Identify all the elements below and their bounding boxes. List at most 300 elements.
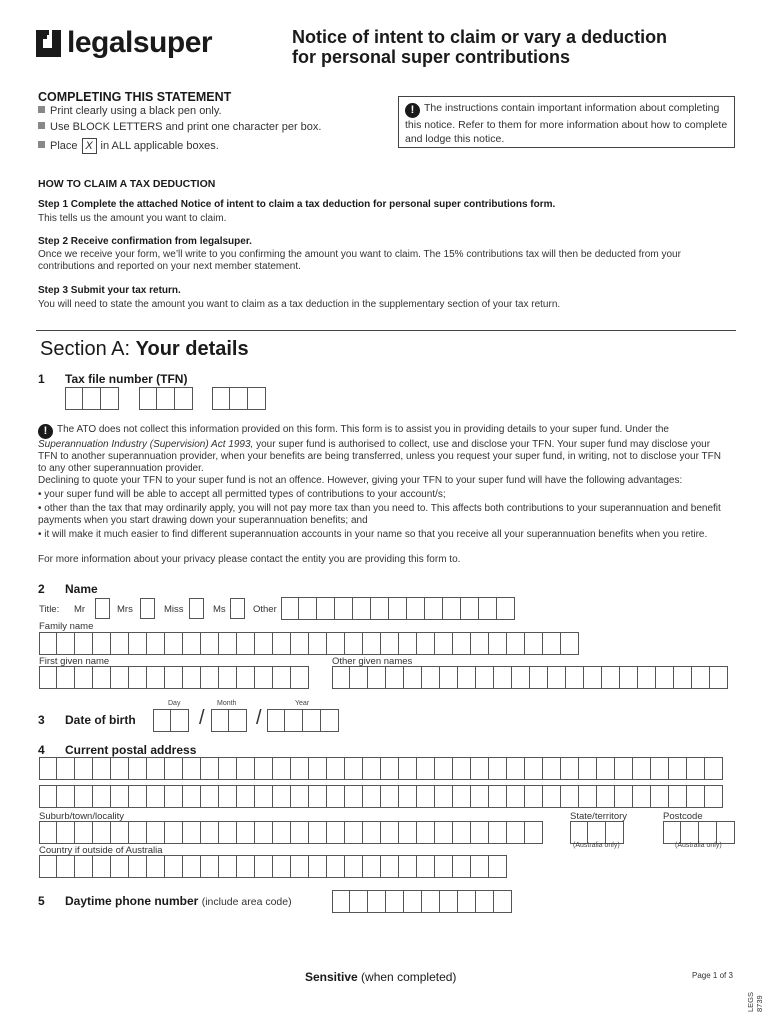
character-box[interactable]: [183, 757, 201, 780]
character-box[interactable]: [165, 855, 183, 878]
character-box[interactable]: [453, 757, 471, 780]
character-box[interactable]: [597, 757, 615, 780]
character-box[interactable]: [291, 785, 309, 808]
character-box[interactable]: [471, 632, 489, 655]
title-line-1: Notice of intent to claim or vary a deduction: [292, 27, 668, 47]
character-box[interactable]: [303, 709, 321, 732]
character-box[interactable]: [237, 821, 255, 844]
character-box[interactable]: [309, 785, 327, 808]
phone-input[interactable]: [332, 890, 512, 913]
character-box[interactable]: [201, 666, 219, 689]
character-box[interactable]: [201, 785, 219, 808]
character-box[interactable]: [699, 821, 717, 844]
bullet-square-icon: [38, 141, 45, 148]
character-box[interactable]: [111, 666, 129, 689]
character-box[interactable]: [548, 666, 566, 689]
title-mr-checkbox[interactable]: [95, 598, 110, 619]
character-box[interactable]: [147, 821, 165, 844]
state-input[interactable]: [570, 821, 624, 844]
character-box[interactable]: [453, 785, 471, 808]
character-box[interactable]: [579, 757, 597, 780]
character-box[interactable]: [111, 821, 129, 844]
character-box[interactable]: [345, 757, 363, 780]
character-box[interactable]: [417, 757, 435, 780]
character-box[interactable]: [39, 855, 57, 878]
character-box[interactable]: [111, 785, 129, 808]
form-code: LEGS 8739: [746, 991, 764, 1012]
character-box[interactable]: [75, 632, 93, 655]
character-box[interactable]: [717, 821, 735, 844]
character-box[interactable]: [386, 666, 404, 689]
character-box[interactable]: [237, 785, 255, 808]
character-box[interactable]: [111, 757, 129, 780]
character-box[interactable]: [404, 890, 422, 913]
character-box[interactable]: [476, 890, 494, 913]
character-box[interactable]: [399, 757, 417, 780]
character-box[interactable]: [291, 666, 309, 689]
tfn-group-2: [139, 387, 193, 410]
character-box[interactable]: [417, 785, 435, 808]
character-box[interactable]: [75, 821, 93, 844]
character-box[interactable]: [638, 666, 656, 689]
tfn-digit-box[interactable]: [83, 387, 101, 410]
tfn-digit-box[interactable]: [248, 387, 266, 410]
first-given-name-input[interactable]: [39, 666, 309, 689]
character-box[interactable]: [332, 890, 350, 913]
character-box[interactable]: [363, 785, 381, 808]
character-box[interactable]: [345, 855, 363, 878]
character-box[interactable]: [381, 757, 399, 780]
character-box[interactable]: [453, 855, 471, 878]
character-box[interactable]: [651, 757, 669, 780]
character-box[interactable]: [507, 757, 525, 780]
character-box[interactable]: [399, 855, 417, 878]
title-mrs-label: Mrs: [117, 604, 133, 615]
address-line-1-input[interactable]: [39, 757, 723, 780]
character-box[interactable]: [363, 632, 381, 655]
character-box[interactable]: [543, 757, 561, 780]
suburb-input[interactable]: [39, 821, 543, 844]
character-box[interactable]: [507, 632, 525, 655]
character-box[interactable]: [147, 855, 165, 878]
character-box[interactable]: [201, 757, 219, 780]
character-box[interactable]: [417, 855, 435, 878]
character-box[interactable]: [273, 666, 291, 689]
character-box[interactable]: [111, 632, 129, 655]
character-box[interactable]: [687, 757, 705, 780]
character-box[interactable]: [381, 632, 399, 655]
character-box[interactable]: [471, 785, 489, 808]
character-box[interactable]: [39, 632, 57, 655]
character-box[interactable]: [183, 785, 201, 808]
character-box[interactable]: [507, 785, 525, 808]
character-box[interactable]: [494, 890, 512, 913]
character-box[interactable]: [489, 757, 507, 780]
character-box[interactable]: [111, 855, 129, 878]
character-box[interactable]: [389, 597, 407, 620]
character-box[interactable]: [386, 890, 404, 913]
character-box[interactable]: [327, 821, 345, 844]
character-box[interactable]: [399, 821, 417, 844]
character-box[interactable]: [309, 821, 327, 844]
character-box[interactable]: [291, 821, 309, 844]
character-box[interactable]: [147, 757, 165, 780]
character-box[interactable]: [381, 785, 399, 808]
phone-label: Daytime phone number: [65, 894, 199, 908]
character-box[interactable]: [165, 757, 183, 780]
other-given-names-input[interactable]: [332, 666, 728, 689]
character-box[interactable]: [291, 632, 309, 655]
character-box[interactable]: [656, 666, 674, 689]
tfn-digit-box[interactable]: [212, 387, 230, 410]
character-box[interactable]: [597, 785, 615, 808]
character-box[interactable]: [75, 757, 93, 780]
character-box[interactable]: [327, 757, 345, 780]
character-box[interactable]: [363, 821, 381, 844]
character-box[interactable]: [602, 666, 620, 689]
character-box[interactable]: [566, 666, 584, 689]
character-box[interactable]: [153, 709, 171, 732]
character-box[interactable]: [229, 709, 247, 732]
tfn-digit-box[interactable]: [101, 387, 119, 410]
character-box[interactable]: [93, 757, 111, 780]
character-box[interactable]: [579, 785, 597, 808]
character-box[interactable]: [633, 757, 651, 780]
dob-month-label: Month: [217, 700, 237, 707]
character-box[interactable]: [453, 632, 471, 655]
character-box[interactable]: [687, 785, 705, 808]
title-miss-label: Miss: [164, 604, 184, 615]
character-box[interactable]: [471, 821, 489, 844]
character-box[interactable]: [440, 666, 458, 689]
character-box[interactable]: [321, 709, 339, 732]
character-box[interactable]: [255, 666, 273, 689]
character-box[interactable]: [255, 821, 273, 844]
dob-year-input[interactable]: [267, 709, 339, 732]
page-number: Page 1 of 3: [692, 971, 733, 980]
tfn-digit-box[interactable]: [157, 387, 175, 410]
character-box[interactable]: [273, 632, 291, 655]
character-box[interactable]: [39, 821, 57, 844]
character-box[interactable]: [165, 785, 183, 808]
character-box[interactable]: [201, 632, 219, 655]
family-name-label: Family name: [39, 621, 94, 632]
character-box[interactable]: [615, 757, 633, 780]
character-box[interactable]: [57, 666, 75, 689]
character-box[interactable]: [93, 855, 111, 878]
character-box[interactable]: [171, 709, 189, 732]
character-box[interactable]: [422, 666, 440, 689]
title-other-label: Other: [253, 604, 277, 615]
phone-hint: (include area code): [201, 896, 292, 908]
character-box[interactable]: [489, 632, 507, 655]
title-mrs-checkbox[interactable]: [140, 598, 155, 619]
character-box[interactable]: [443, 597, 461, 620]
character-box[interactable]: [183, 855, 201, 878]
character-box[interactable]: [489, 785, 507, 808]
q4-number: 4: [38, 743, 45, 757]
tfn-label: Tax file number (TFN): [65, 372, 188, 386]
character-box[interactable]: [273, 757, 291, 780]
character-box[interactable]: [435, 855, 453, 878]
tfn-advantage: • other than the tax that may ordinarily apply, you will not pay more tax than you need to. This affects both contributions to your superannuation and benefit payments when you start drawing down your superannuation benefits; and: [38, 503, 721, 526]
dob-day-input[interactable]: [153, 709, 189, 732]
character-box[interactable]: [129, 855, 147, 878]
character-box[interactable]: [453, 821, 471, 844]
character-box[interactable]: [183, 632, 201, 655]
title-miss-checkbox[interactable]: [189, 598, 204, 619]
character-box[interactable]: [584, 666, 602, 689]
postal-address-label: Current postal address: [65, 743, 197, 757]
character-box[interactable]: [309, 757, 327, 780]
character-box[interactable]: [705, 757, 723, 780]
character-box[interactable]: [93, 785, 111, 808]
character-box[interactable]: [255, 785, 273, 808]
character-box[interactable]: [332, 666, 350, 689]
tfn-group-1: [65, 387, 119, 410]
character-box[interactable]: [57, 855, 75, 878]
character-box[interactable]: [219, 855, 237, 878]
character-box[interactable]: [129, 757, 147, 780]
tfn-digit-box[interactable]: [175, 387, 193, 410]
title-mr-label: Mr: [74, 604, 86, 615]
dob-month-input[interactable]: [211, 709, 247, 732]
character-box[interactable]: [345, 632, 363, 655]
character-box[interactable]: [363, 757, 381, 780]
character-box[interactable]: [93, 821, 111, 844]
character-box[interactable]: [237, 855, 255, 878]
address-line-2-input[interactable]: [39, 785, 723, 808]
title-label: Title:: [39, 604, 60, 615]
character-box[interactable]: [237, 666, 255, 689]
character-box[interactable]: [476, 666, 494, 689]
character-box[interactable]: [309, 855, 327, 878]
character-box[interactable]: [267, 709, 285, 732]
character-box[interactable]: [525, 821, 543, 844]
character-box[interactable]: [273, 785, 291, 808]
character-box[interactable]: [129, 666, 147, 689]
section-a-title: Section A: Your details: [40, 338, 249, 360]
character-box[interactable]: [93, 632, 111, 655]
character-box[interactable]: [606, 821, 624, 844]
section-divider: [36, 330, 736, 331]
q5-number: 5: [38, 894, 45, 908]
character-box[interactable]: [57, 632, 75, 655]
character-box[interactable]: [471, 855, 489, 878]
character-box[interactable]: [435, 821, 453, 844]
character-box[interactable]: [588, 821, 606, 844]
character-box[interactable]: [620, 666, 638, 689]
title-line-2: for personal super contributions: [292, 47, 571, 67]
character-box[interactable]: [692, 666, 710, 689]
character-box[interactable]: [561, 757, 579, 780]
character-box[interactable]: [651, 785, 669, 808]
form-title: [292, 27, 742, 67]
character-box[interactable]: [381, 821, 399, 844]
character-box[interactable]: [530, 666, 548, 689]
character-box[interactable]: [327, 855, 345, 878]
character-box[interactable]: [633, 785, 651, 808]
character-box[interactable]: [489, 821, 507, 844]
instruction-bullet: Use BLOCK LETTERS and print one character per box.: [38, 121, 321, 133]
tfn-group-3: [212, 387, 266, 410]
character-box[interactable]: [201, 855, 219, 878]
title-other-input[interactable]: [281, 597, 515, 620]
character-box[interactable]: [525, 785, 543, 808]
character-box[interactable]: [219, 632, 237, 655]
country-input[interactable]: [39, 855, 507, 878]
character-box[interactable]: [255, 757, 273, 780]
character-box[interactable]: [129, 632, 147, 655]
character-box[interactable]: [183, 666, 201, 689]
character-box[interactable]: [681, 821, 699, 844]
character-box[interactable]: [75, 855, 93, 878]
character-box[interactable]: [327, 632, 345, 655]
character-box[interactable]: [525, 757, 543, 780]
character-box[interactable]: [435, 785, 453, 808]
character-box[interactable]: [291, 757, 309, 780]
character-box[interactable]: [291, 855, 309, 878]
character-box[interactable]: [39, 757, 57, 780]
character-box[interactable]: [327, 785, 345, 808]
character-box[interactable]: [147, 666, 165, 689]
character-box[interactable]: [273, 855, 291, 878]
character-box[interactable]: [674, 666, 692, 689]
character-box[interactable]: [219, 785, 237, 808]
instructions-info-box: ! The instructions contain important information about completing this notice. Refer to them for more information about how to complete and lodge this notice.: [398, 96, 735, 148]
character-box[interactable]: [435, 632, 453, 655]
sample-x-box: X: [82, 138, 97, 154]
character-box[interactable]: [381, 855, 399, 878]
character-box[interactable]: [543, 785, 561, 808]
character-box[interactable]: [219, 666, 237, 689]
character-box[interactable]: [663, 821, 681, 844]
character-box[interactable]: [129, 785, 147, 808]
character-box[interactable]: [57, 821, 75, 844]
character-box[interactable]: [281, 597, 299, 620]
postcode-hint: (Australia only): [675, 842, 722, 849]
character-box[interactable]: [479, 597, 497, 620]
dob-label: Date of birth: [65, 713, 136, 727]
character-box[interactable]: [669, 785, 687, 808]
character-box[interactable]: [57, 785, 75, 808]
postcode-input[interactable]: [663, 821, 735, 844]
character-box[interactable]: [710, 666, 728, 689]
character-box[interactable]: [147, 632, 165, 655]
character-box[interactable]: [129, 821, 147, 844]
character-box[interactable]: [512, 666, 530, 689]
character-box[interactable]: [147, 785, 165, 808]
character-box[interactable]: [561, 632, 579, 655]
tfn-digit-box[interactable]: [139, 387, 157, 410]
tfn-privacy-more: For more information about your privacy please contact the entity you are providing this form to.: [38, 554, 461, 565]
character-box[interactable]: [399, 785, 417, 808]
character-box[interactable]: [165, 666, 183, 689]
character-box[interactable]: [350, 666, 368, 689]
character-box[interactable]: [705, 785, 723, 808]
character-box[interactable]: [471, 757, 489, 780]
character-box[interactable]: [561, 785, 579, 808]
character-box[interactable]: [219, 757, 237, 780]
character-box[interactable]: [425, 597, 443, 620]
character-box[interactable]: [309, 632, 327, 655]
q1-number: 1: [38, 372, 45, 386]
character-box[interactable]: [669, 757, 687, 780]
character-box[interactable]: [57, 757, 75, 780]
tfn-digit-box[interactable]: [230, 387, 248, 410]
character-box[interactable]: [345, 785, 363, 808]
character-box[interactable]: [461, 597, 479, 620]
character-box[interactable]: [507, 821, 525, 844]
character-box[interactable]: [615, 785, 633, 808]
character-box[interactable]: [497, 597, 515, 620]
character-box[interactable]: [255, 632, 273, 655]
character-box[interactable]: [371, 597, 389, 620]
character-box[interactable]: [237, 632, 255, 655]
character-box[interactable]: [368, 890, 386, 913]
character-box[interactable]: [350, 890, 368, 913]
character-box[interactable]: [335, 597, 353, 620]
tfn-digit-box[interactable]: [65, 387, 83, 410]
phone-label-group: [65, 894, 292, 908]
character-box[interactable]: [317, 597, 335, 620]
character-box[interactable]: [75, 666, 93, 689]
name-label: Name: [65, 582, 98, 596]
exclamation-icon: !: [405, 103, 420, 118]
character-box[interactable]: [489, 855, 507, 878]
character-box[interactable]: [543, 632, 561, 655]
character-box[interactable]: [417, 632, 435, 655]
character-box[interactable]: [417, 821, 435, 844]
q2-number: 2: [38, 582, 45, 596]
character-box[interactable]: [458, 890, 476, 913]
character-box[interactable]: [345, 821, 363, 844]
character-box[interactable]: [201, 821, 219, 844]
character-box[interactable]: [494, 666, 512, 689]
character-box[interactable]: [165, 632, 183, 655]
character-box[interactable]: [39, 785, 57, 808]
character-box[interactable]: [399, 632, 417, 655]
character-box[interactable]: [353, 597, 371, 620]
character-box[interactable]: [422, 890, 440, 913]
step2-text: Once we receive your form, we’ll write to you confirming the amount you want to claim. The 15% contributions tax will then be deducted from your contributions and reported on your next member statement.: [38, 249, 681, 272]
character-box[interactable]: [237, 757, 255, 780]
character-box[interactable]: [363, 855, 381, 878]
character-box[interactable]: [458, 666, 476, 689]
character-box[interactable]: [93, 666, 111, 689]
character-box[interactable]: [39, 666, 57, 689]
character-box[interactable]: [435, 757, 453, 780]
character-box[interactable]: [299, 597, 317, 620]
character-box[interactable]: [211, 709, 229, 732]
character-box[interactable]: [255, 855, 273, 878]
character-box[interactable]: [404, 666, 422, 689]
character-box[interactable]: [285, 709, 303, 732]
character-box[interactable]: [440, 890, 458, 913]
title-ms-checkbox[interactable]: [230, 598, 245, 619]
character-box[interactable]: [407, 597, 425, 620]
bullet-square-icon: [38, 106, 45, 113]
character-box[interactable]: [165, 821, 183, 844]
character-box[interactable]: [570, 821, 588, 844]
character-box[interactable]: [368, 666, 386, 689]
family-name-input[interactable]: [39, 632, 579, 655]
character-box[interactable]: [75, 785, 93, 808]
character-box[interactable]: [273, 821, 291, 844]
character-box[interactable]: [525, 632, 543, 655]
character-box[interactable]: [219, 821, 237, 844]
character-box[interactable]: [183, 821, 201, 844]
